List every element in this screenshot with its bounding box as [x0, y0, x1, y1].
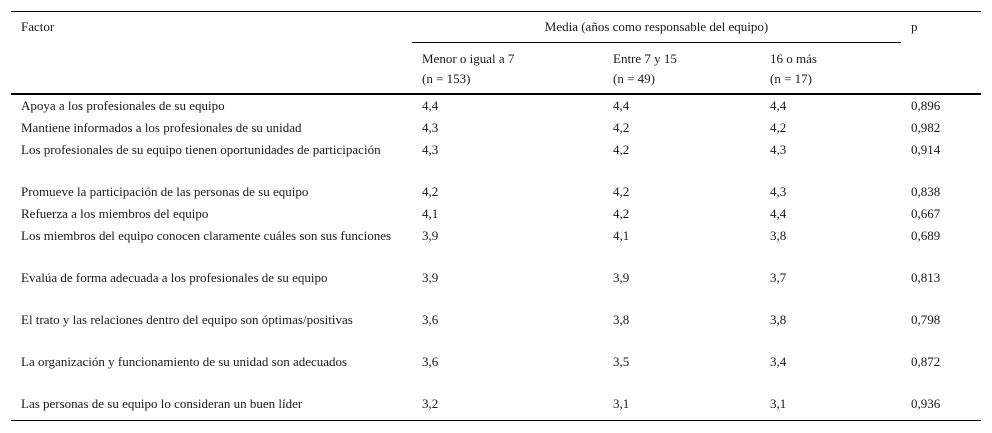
table-top-rule: [11, 11, 981, 12]
mean-cell-group-2: 4,2: [613, 184, 630, 199]
factor-cell: La organización y funcionamiento de su unidad son adecuados: [21, 354, 348, 369]
factor-cell: Los miembros del equipo conocen claramente cuáles son sus funciones: [21, 228, 392, 243]
subheader-n: (n = 153): [422, 71, 471, 86]
p-cell: 0,936: [911, 396, 941, 411]
factor-cell: Las personas de su equipo lo consideran un buen líder: [21, 396, 303, 411]
subheader-label: Entre 7 y 15: [613, 51, 677, 66]
factor-cell: Mantiene informados a los profesionales de su unidad: [21, 120, 302, 135]
factor-cell: Evalúa de forma adecuada a los profesionales de su equipo: [21, 270, 328, 285]
p-cell: 0,838: [911, 184, 941, 199]
p-cell: 0,872: [911, 354, 941, 369]
p-cell: 0,982: [911, 120, 941, 135]
mean-cell-group-1: 3,9: [422, 228, 439, 243]
mean-cell-group-1: 3,9: [422, 270, 439, 285]
p-cell: 0,667: [911, 206, 941, 221]
mean-cell-group-1: 4,3: [422, 120, 439, 135]
factor-cell: El trato y las relaciones dentro del equipo son óptimas/positivas: [21, 312, 353, 327]
factor-cell: Los profesionales de su equipo tienen oportunidades de participación: [21, 142, 381, 157]
subheader-n: (n = 49): [613, 71, 655, 86]
subheader-group-3: [770, 49, 817, 89]
p-cell: 0,798: [911, 312, 941, 327]
table-bottom-rule: [11, 420, 981, 421]
p-cell: 0,896: [911, 98, 941, 113]
mean-cell-group-1: 3,6: [422, 354, 439, 369]
mean-cell-group-3: 3,8: [770, 228, 787, 243]
mean-cell-group-2: 4,4: [613, 98, 630, 113]
mean-cell-group-3: 4,3: [770, 142, 787, 157]
subheader-label: 16 o más: [770, 51, 817, 66]
factor-cell: Refuerza a los miembros del equipo: [21, 206, 209, 221]
mean-cell-group-3: 3,1: [770, 396, 787, 411]
subheader-group-2: [613, 49, 677, 89]
mean-cell-group-2: 3,1: [613, 396, 630, 411]
mean-cell-group-3: 4,4: [770, 98, 787, 113]
mean-cell-group-3: 4,4: [770, 206, 787, 221]
p-cell: 0,914: [911, 142, 941, 157]
mean-cell-group-3: 4,3: [770, 184, 787, 199]
subheader-group-1: [422, 49, 514, 89]
mean-cell-group-1: 4,1: [422, 206, 439, 221]
mean-cell-group-1: 4,2: [422, 184, 439, 199]
mean-cell-group-2: 4,2: [613, 206, 630, 221]
mean-cell-group-3: 3,8: [770, 312, 787, 327]
factor-cell: Promueve la participación de las personas de su equipo: [21, 184, 309, 199]
mean-cell-group-1: 4,3: [422, 142, 439, 157]
factor-cell: Apoya a los profesionales de su equipo: [21, 98, 225, 113]
mean-cell-group-2: 4,2: [613, 120, 630, 135]
mean-cell-group-3: 3,7: [770, 270, 787, 285]
header-rule: [11, 93, 981, 95]
mean-cell-group-2: 3,5: [613, 354, 630, 369]
subheader-n: (n = 17): [770, 71, 812, 86]
mean-cell-group-2: 3,9: [613, 270, 630, 285]
mean-cell-group-2: 3,8: [613, 312, 630, 327]
header-p: p: [911, 19, 918, 34]
header-factor: Factor: [21, 19, 55, 34]
mean-cell-group-3: 3,4: [770, 354, 787, 369]
mean-cell-group-2: 4,1: [613, 228, 630, 243]
header-group-mean: Media (años como responsable del equipo): [544, 19, 769, 34]
subheader-label: Menor o igual a 7: [422, 51, 515, 66]
mean-cell-group-1: 4,4: [422, 98, 439, 113]
mean-cell-group-1: 3,6: [422, 312, 439, 327]
mean-cell-group-2: 4,2: [613, 142, 630, 157]
mean-cell-group-1: 3,2: [422, 396, 439, 411]
p-cell: 0,689: [911, 228, 941, 243]
mean-cell-group-3: 4,2: [770, 120, 787, 135]
group-rule: [412, 42, 901, 43]
p-cell: 0,813: [911, 270, 941, 285]
